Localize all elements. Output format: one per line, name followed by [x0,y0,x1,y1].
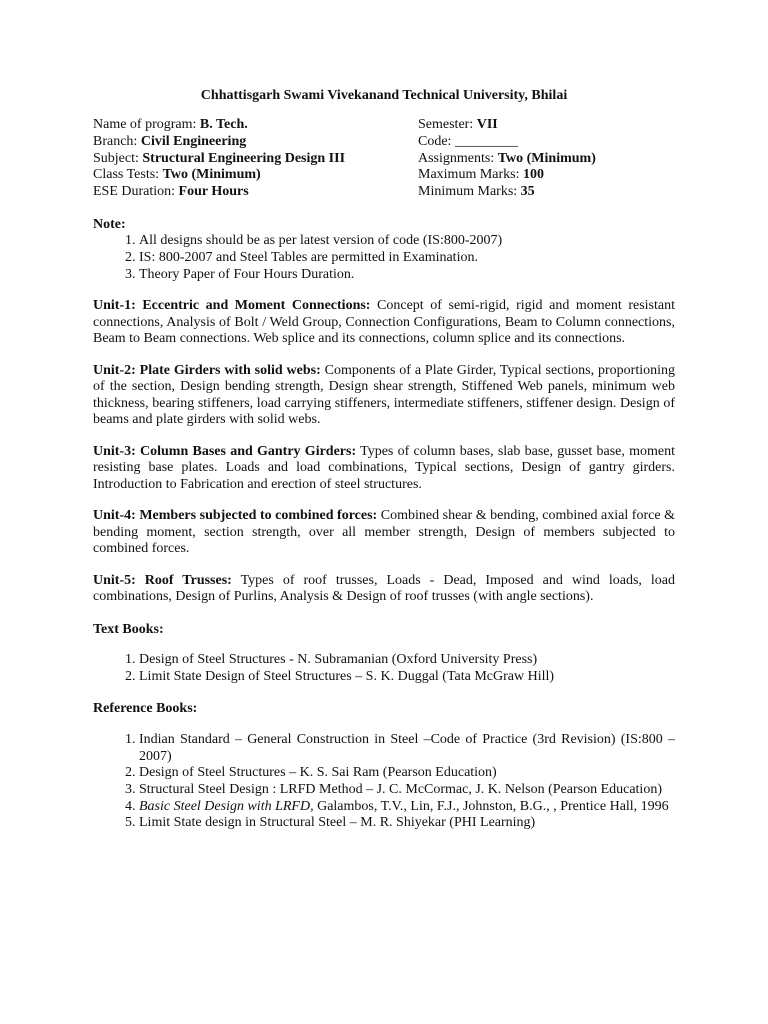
note-list [93,233,675,283]
ese-duration-value: Four Hours [178,184,249,200]
note-title: Note: [93,216,126,232]
unit-5 [93,573,675,606]
reference-book-item [139,799,675,816]
subject-label: Subject: [93,150,143,166]
reference-book-text: Limit State design in Structural Steel – M. R. Shiyekar (PHI Learning) [139,815,536,831]
code-row [418,134,675,151]
text-book-item: 2. Limit State Design of Steel Structures – S. K. Duggal (Tata McGraw Hill) [139,669,675,686]
unit-2-text: Components of a Plate Girder, Typical sections, proportioning of the section, Design bending strength, Design shear strength, Stiffened Web panels, minimum web thickness, bearing stiffeners, load carrying stiffeners, intermediate stiffeners, stiffener design. Design of beams and plate girders with solid webs. [93,362,675,428]
reference-books-title: Reference Books: [93,701,198,717]
assignments-label: Assignments: [418,150,498,166]
class-tests-label: Class Tests: [93,167,163,183]
min-marks-row [418,184,675,201]
unit-5-text: Types of roof trusses, Loads - Dead, Imposed and wind loads, load combinations, Design of Purlins, Analysis & Design of roof trusses (with angle sections). [93,572,675,605]
reference-book-text: Design of Steel Structures – K. S. Sai Ram (Pearson Education) [139,765,497,781]
reference-books-list [93,732,675,832]
ese-duration-label: ESE Duration: [93,184,179,200]
subject-row [93,151,418,168]
syllabus-content [93,87,675,832]
reference-book-text: Indian Standard – General Construction in Steel –Code of Practice (3rd Revision) (IS:800 – 2007) [139,731,675,764]
assignments-row [418,151,675,168]
university-title: Chhattisgarh Swami Vivekanand Technical University, Bhilai [200,88,568,103]
reference-book-italic-title: Basic Steel Design with LRFD, [139,798,314,814]
semester-row [418,117,675,134]
max-marks-label: Maximum Marks: [418,167,523,183]
text-books-list [93,652,675,685]
semester-label: Semester: [418,117,477,132]
program-row [93,117,418,134]
max-marks-value: 100 [523,167,544,183]
semester-value: VII [476,117,498,132]
class-tests-value: Two (Minimum) [162,167,261,183]
program-value: B. Tech. [199,117,248,132]
text-books-title: Text Books: [93,621,164,637]
program-label: Name of program: [93,117,200,132]
note-item: 3. Theory Paper of Four Hours Duration. [139,267,675,284]
branch-label: Branch: [93,133,141,149]
reference-book-text: Galambos, T.V., Lin, F.J., Johnston, B.G., , Prentice Hall, 1996 [313,798,669,814]
course-info [93,117,675,201]
min-marks-value: 35 [520,184,535,200]
reference-book-text: Structural Steel Design : LRFD Method – J. C. McCormac, J. K. Nelson (Pearson Education) [139,782,662,798]
reference-book-item [139,815,675,832]
reference-book-item [139,765,675,782]
ese-duration-row [93,184,418,201]
unit-3-title: Unit-3: Column Bases and Gantry Girders: [93,443,357,459]
unit-1-text: Concept of semi-rigid, rigid and moment resistant connections, Analysis of Bolt / Weld Group, Connection Configurations, Beam to Column connections, Beam to Beam connections. Web splice and its connections, column splice and its connections. [93,298,676,347]
unit-2-title: Unit-2: Plate Girders with solid webs: [93,362,321,378]
course-info-left [93,117,418,201]
unit-4-title: Unit-4: Members subjected to combined forces: [93,508,378,524]
class-tests-row [93,167,418,184]
subject-value: Structural Engineering Design III [142,150,346,166]
code-label: Code: [418,133,455,149]
unit-5-title: Unit-5: Roof Trusses: [93,572,232,588]
unit-1-title: Unit-1: Eccentric and Moment Connections: [93,298,371,314]
branch-row [93,134,418,151]
min-marks-label: Minimum Marks: [418,184,521,200]
assignments-value: Two (Minimum) [497,150,596,166]
unit-3 [93,444,675,494]
max-marks-row [418,167,675,184]
course-info-right [418,117,675,201]
unit-4 [93,508,675,558]
reference-book-item [139,732,675,765]
branch-value: Civil Engineering [140,133,247,149]
unit-1 [93,298,675,348]
code-value: _________ [454,133,518,149]
note-item: 2. IS: 800-2007 and Steel Tables are permitted in Examination. [139,250,675,267]
note-item: 1. All designs should be as per latest version of code (IS:800-2007) [139,233,675,250]
text-book-item: 1. Design of Steel Structures - N. Subramanian (Oxford University Press) [139,652,675,669]
unit-3-text: Types of column bases, slab base, gusset base, moment resisting base plates. Loads and load combinations, Typical sections, Design of gantry girders. Introduction to Fabrication and erection of steel structures. [93,443,675,492]
unit-2 [93,363,675,429]
unit-4-text: Combined shear & bending, combined axial force & bending moment, section strength, over all member strength, Design of members subjected to combined forces. [93,508,675,557]
reference-book-item [139,782,675,799]
